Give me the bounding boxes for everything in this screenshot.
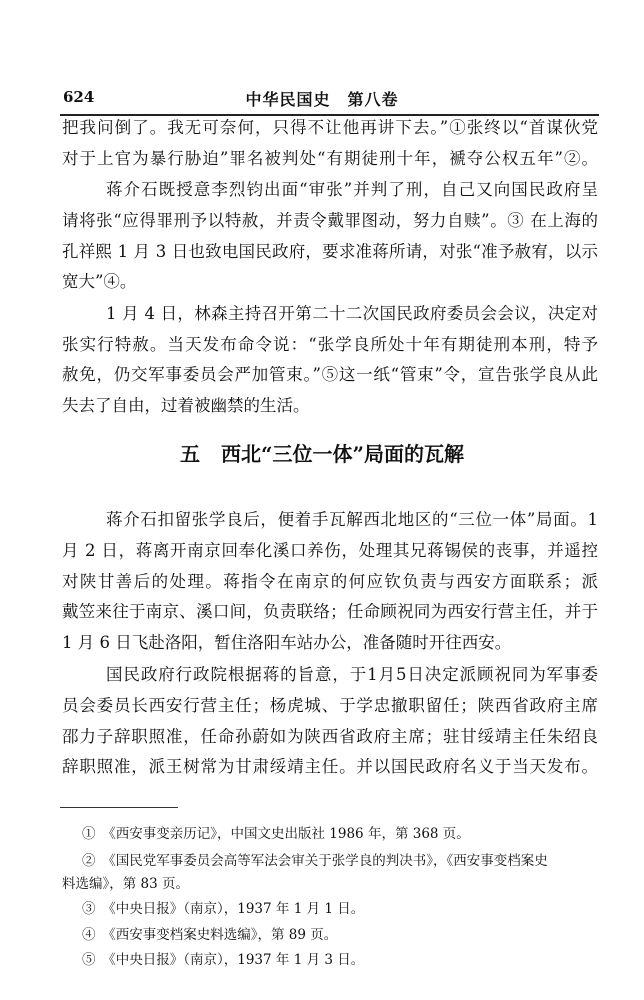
footnote: ④ 《西安事变档案史料选编》，第 89 页。 bbox=[82, 927, 338, 943]
running-title: 中华民国史 第八卷 bbox=[245, 90, 399, 109]
text-line: 请将张“应得罪刑予以特赦，并责令戴罪图动，努力自赎”。③ 在上海的 bbox=[62, 211, 598, 230]
text-line: 蒋介石既授意李烈钧出面“审张”并判了刑，自己又向国民政府呈 bbox=[106, 180, 598, 199]
text-line: 失去了自由，过着被幽禁的生活。 bbox=[62, 396, 310, 415]
footnote-rule bbox=[60, 807, 178, 808]
text-line: 辞职照准，派王树常为甘肃绥靖主任。并以国民政府名义于当天发布。 bbox=[62, 757, 598, 776]
text-line: 国民政府行政院根据蒋的旨意，于1月5日决定派顾祝同为军事委 bbox=[106, 665, 598, 684]
footnote: ② 《国民党军事委员会高等军法会审关于张学良的判决书》，《西安事变档案史 bbox=[82, 853, 548, 869]
text-line: 赦免，仍交军事委员会严加管束。”⑤这一纸“管束”令，宣告张学良从此 bbox=[62, 365, 598, 384]
text-line: 员会委员长西安行营主任；杨虎城、于学忠撤职留任；陕西省政府主席 bbox=[62, 696, 598, 715]
text-line: 戴笠来往于南京、溪口间，负责联络；任命顾祝同为西安行营主任，并于 bbox=[62, 602, 598, 621]
text-line: 张实行特赦。当天发布命令说：“张学良所处十年有期徒刑本刑，特予 bbox=[62, 335, 598, 354]
text-line: 蒋介石扣留张学良后，便着手瓦解西北地区的“三位一体”局面。1 bbox=[106, 510, 598, 529]
text-line: 孔祥熙 1 月 3 日也致电国民政府，要求准蒋所请，对张“准予赦宥，以示 bbox=[62, 242, 598, 261]
section-heading: 五 西北“三位一体”局面的瓦解 bbox=[180, 442, 464, 466]
text-line: 月 2 日，蒋离开南京回奉化溪口养伤，处理其兄蒋锡侯的丧事，并遥控 bbox=[62, 541, 598, 560]
footnote: ① 《西安事变亲历记》，中国文史出版社 1986 年，第 368 页。 bbox=[82, 826, 470, 842]
text-line: 对于上官为暴行胁迫”罪名被判处“有期徒刑十年，褫夺公权五年”②。 bbox=[62, 149, 598, 168]
footnote: ⑤ 《中央日报》（南京），1937 年 1 月 3 日。 bbox=[82, 952, 365, 968]
footnote: 料选编》，第 83 页。 bbox=[62, 876, 190, 892]
text-line: 宽大”④。 bbox=[62, 272, 137, 291]
page-number: 624 bbox=[63, 88, 95, 106]
text-line: 把我问倒了。我无可奈何，只得不让他再讲下去。”①张终以“首谋伙党 bbox=[62, 118, 598, 137]
text-line: 1 月 6 日飞赴洛阳，暂住洛阳车站办公，准备随时开往西安。 bbox=[62, 633, 512, 652]
text-line: 1 月 4 日，林森主持召开第二十二次国民政府委员会会议，决定对 bbox=[106, 304, 598, 323]
text-line: 邵力子辞职照准，任命孙蔚如为陕西省政府主席；驻甘绥靖主任朱绍良 bbox=[62, 727, 598, 746]
footnote: ③ 《中央日报》（南京），1937 年 1 月 1 日。 bbox=[82, 901, 365, 917]
text-line: 对陕甘善后的处理。蒋指令在南京的何应钦负责与西安方面联系；派 bbox=[62, 572, 598, 591]
